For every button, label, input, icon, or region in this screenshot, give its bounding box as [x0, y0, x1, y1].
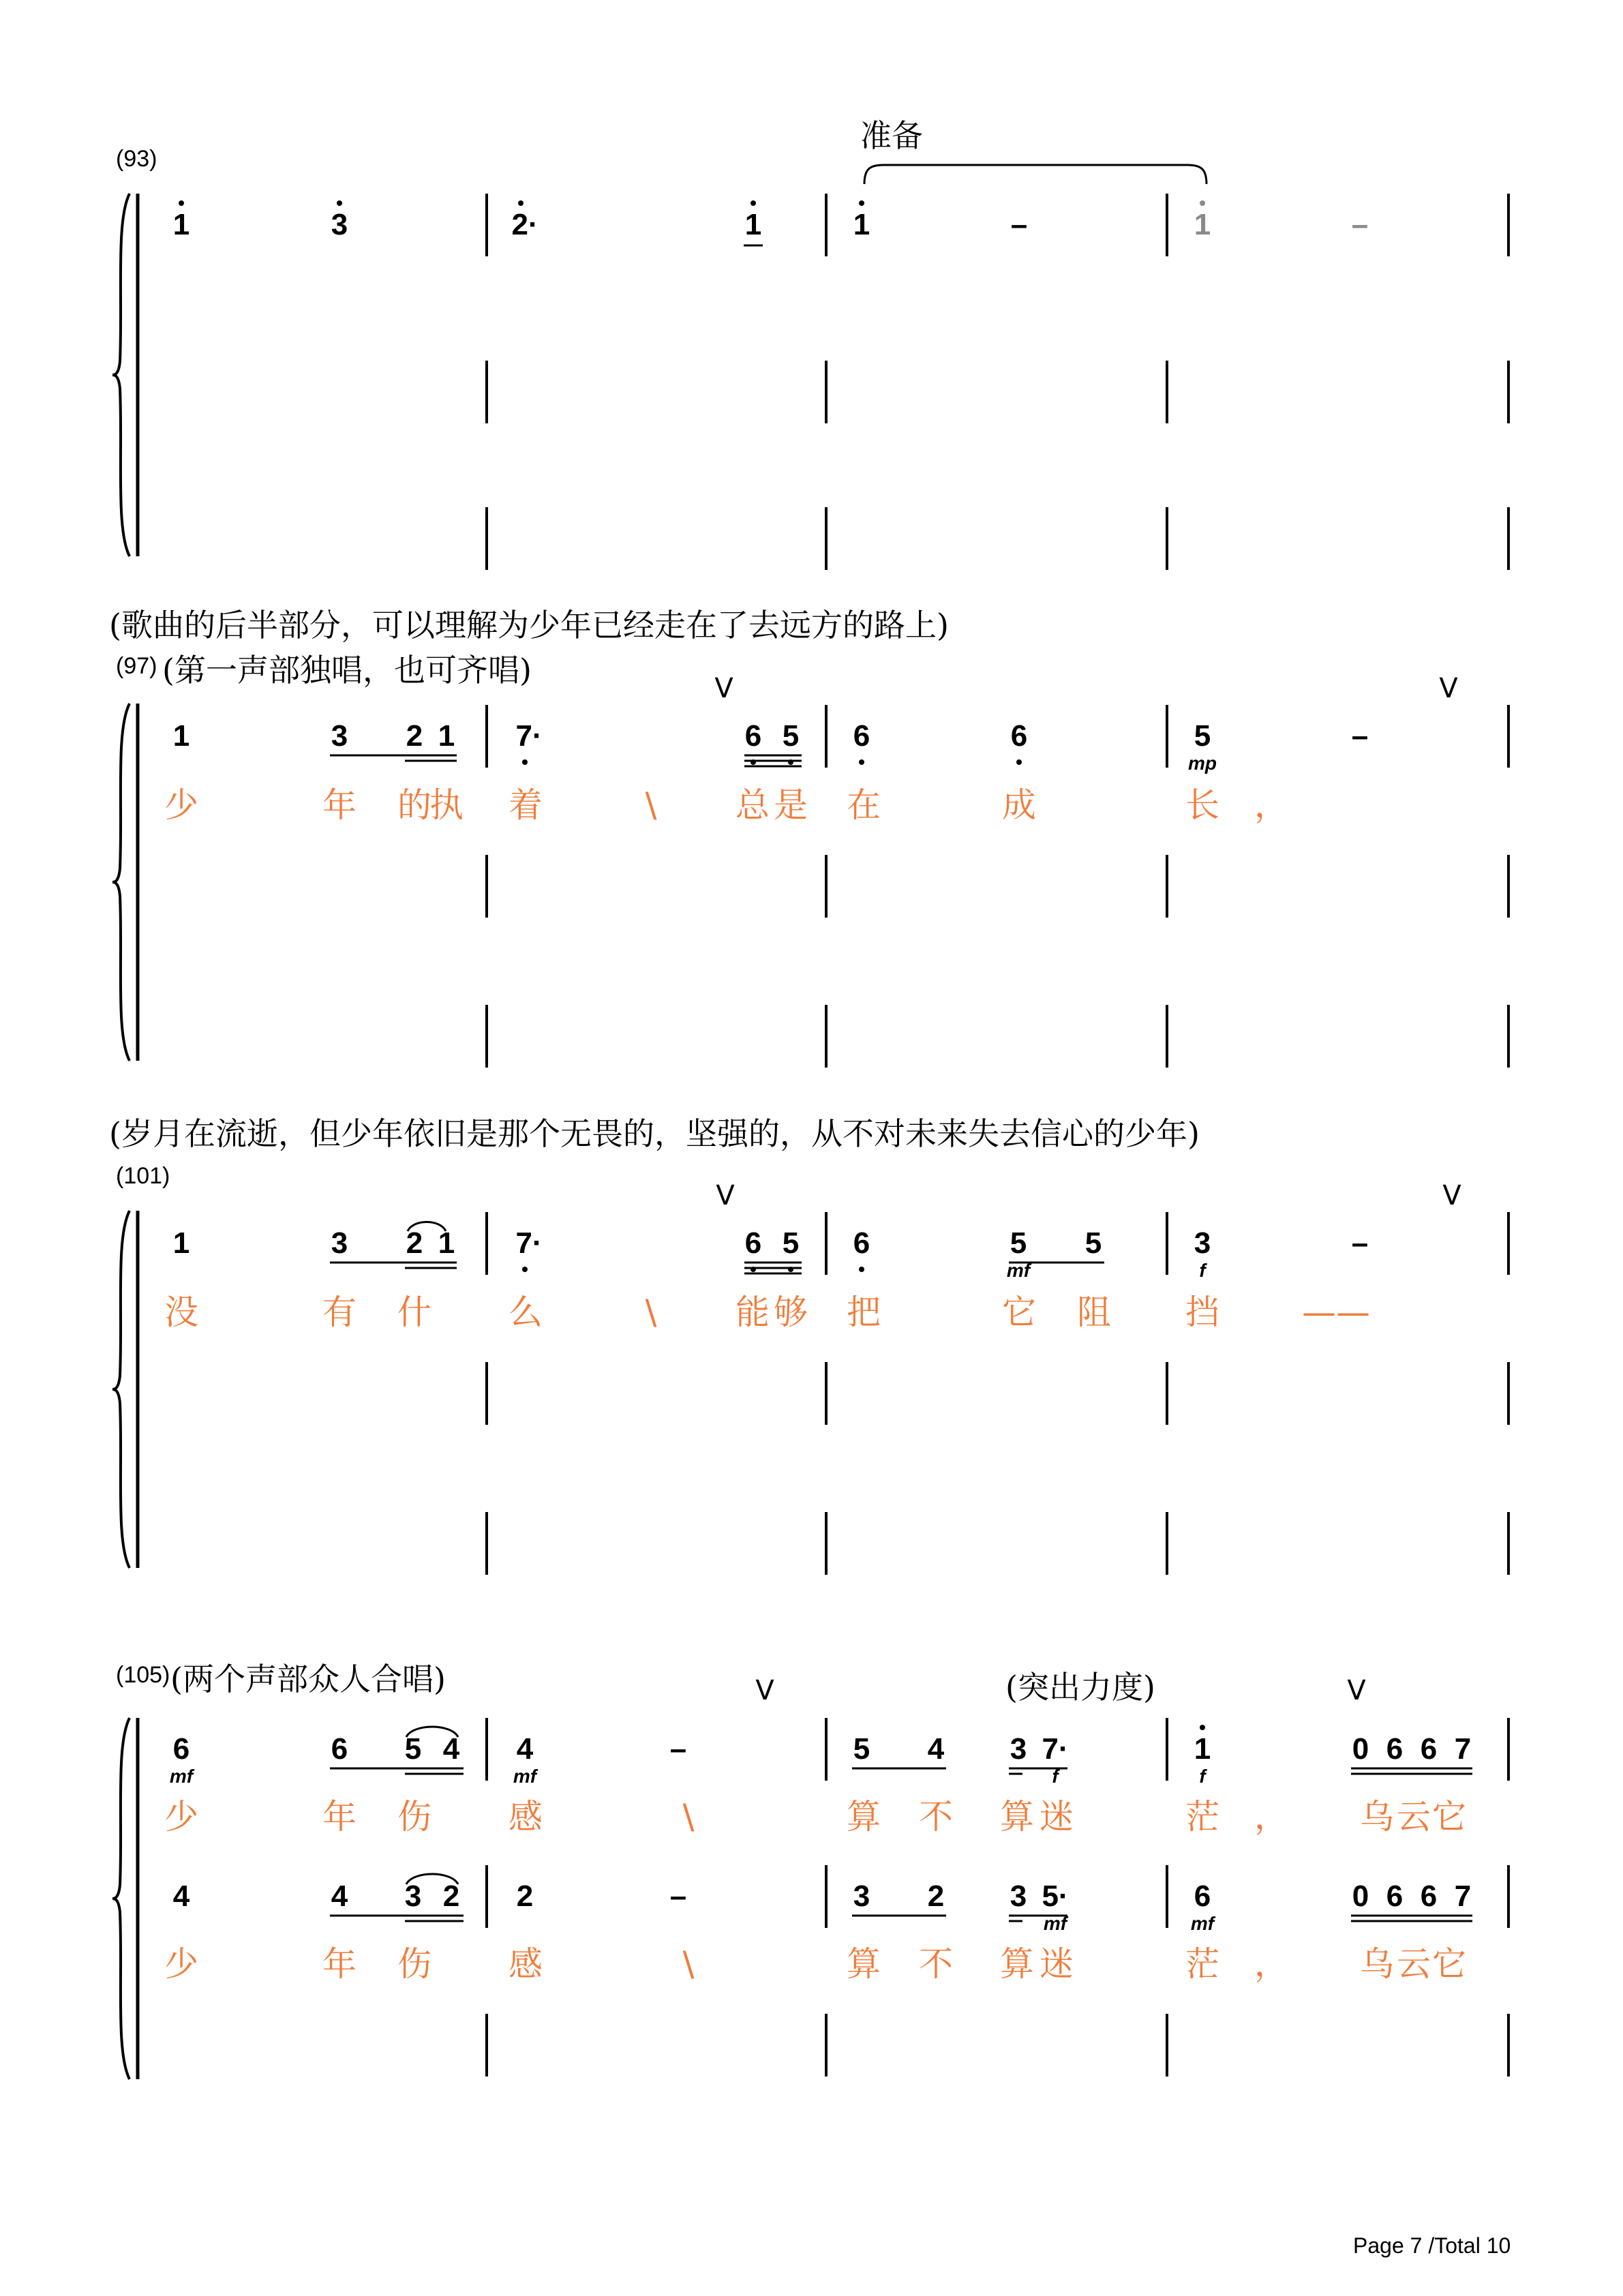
octave-dot-above	[859, 200, 864, 206]
lyric-char: 年	[322, 1797, 357, 1837]
jianpu-note: 7	[1454, 1732, 1472, 1766]
jianpu-note: 3	[1010, 1879, 1027, 1913]
lyric-char: ——	[1302, 1293, 1370, 1332]
lyric-char: ，	[1254, 1944, 1288, 1984]
jianpu-note: 2	[516, 1879, 534, 1913]
jianpu-note: 1	[1194, 208, 1211, 241]
dynamic-mark: mf	[169, 1766, 194, 1787]
lyric-char: 迷	[1040, 1797, 1074, 1837]
lyric-char: \	[682, 1797, 695, 1837]
lyric-char: 少	[164, 1944, 198, 1984]
jianpu-note: 6	[331, 1732, 348, 1766]
jianpu-note: 0	[1352, 1732, 1369, 1766]
dynamic-mark: mf	[1190, 1913, 1215, 1934]
jianpu-note: 4	[331, 1879, 348, 1913]
lyric-char: 感	[509, 1944, 543, 1984]
lyric-char: 年	[322, 785, 357, 825]
lyric-char: 少	[164, 1797, 198, 1837]
breath-mark: V	[1442, 1180, 1461, 1211]
jianpu-note: 5	[782, 1226, 800, 1260]
dynamic-mark: mf	[1006, 1260, 1031, 1281]
section-comment: (突出力度)	[1005, 1669, 1155, 1706]
sustain-dash: –	[1010, 208, 1028, 241]
jianpu-note: 6	[853, 719, 870, 753]
jianpu-note: 4	[927, 1732, 945, 1766]
octave-dot-above	[1200, 200, 1205, 206]
dynamic-mark: f	[1199, 1260, 1206, 1281]
lyric-char: 伤	[397, 1797, 431, 1837]
lyric-char: 么	[509, 1293, 543, 1332]
octave-dot-below	[522, 759, 528, 765]
lyric-char: 阻	[1077, 1293, 1111, 1332]
lyric-char: 执	[429, 785, 464, 825]
lyric-char: 乌	[1360, 1944, 1394, 1984]
jianpu-note: 1	[172, 1226, 190, 1260]
jianpu-note: 7	[1454, 1879, 1472, 1913]
lyric-char: 总	[735, 785, 770, 825]
lyric-char: 是	[774, 785, 808, 825]
dynamic-mark: mf	[1043, 1913, 1067, 1934]
page-footer: Page 7 /Total 10	[1353, 2233, 1511, 2258]
octave-dot-above	[179, 200, 184, 206]
lyric-char: 算	[847, 1797, 881, 1837]
jianpu-note: 6	[744, 719, 762, 753]
lyric-char: 有	[322, 1293, 357, 1332]
preparation-bracket	[864, 165, 1207, 184]
octave-dot-below	[522, 1267, 528, 1272]
jianpu-note: 2	[406, 719, 423, 753]
jianpu-note: 6	[1194, 1879, 1211, 1913]
breath-mark: V	[1439, 673, 1458, 704]
jianpu-note: 4	[442, 1732, 460, 1766]
jianpu-note: 6	[1420, 1732, 1438, 1766]
jianpu-note: 3	[1194, 1226, 1211, 1260]
jianpu-note: 6	[172, 1732, 190, 1766]
jianpu-note: 6	[1386, 1879, 1404, 1913]
dynamic-mark: f	[1052, 1766, 1059, 1787]
section-comment: (第一声部独唱，也可齐唱)	[162, 652, 532, 689]
lyric-char: ，	[1254, 1797, 1288, 1837]
jianpu-note: 5·	[1042, 1879, 1069, 1913]
lyric-char: 乌	[1360, 1797, 1394, 1837]
jianpu-note: 7·	[515, 1226, 543, 1260]
measure-number: (105)	[116, 1662, 170, 1688]
jianpu-note: 1	[438, 719, 455, 753]
jianpu-note: 7·	[515, 719, 543, 753]
jianpu-note: 3	[853, 1879, 870, 1913]
measure-number: (101)	[116, 1163, 170, 1189]
jianpu-note: 5	[1010, 1226, 1027, 1260]
jianpu-note: 4	[516, 1732, 534, 1766]
jianpu-note: 1	[438, 1226, 455, 1260]
jianpu-note: 3	[331, 719, 348, 753]
lyric-char: 挡	[1185, 1293, 1219, 1332]
octave-dot-above	[518, 200, 524, 206]
lyric-char: 在	[847, 785, 881, 825]
lyric-char: 它	[1432, 1797, 1466, 1837]
section-comment: (两个声部众人合唱)	[170, 1661, 446, 1697]
jianpu-note: 7·	[1042, 1732, 1069, 1766]
jianpu-note: 1	[172, 719, 190, 753]
octave-dot-above	[337, 200, 342, 206]
lyric-char: 云	[1397, 1797, 1431, 1837]
lyric-char: \	[645, 785, 657, 825]
jianpu-note: 5	[853, 1732, 870, 1766]
lyric-char: 伤	[397, 1944, 431, 1984]
jianpu-note: 2	[927, 1879, 945, 1913]
lyric-char: \	[645, 1293, 657, 1332]
breath-mark: V	[714, 673, 733, 704]
sustain-dash: –	[1351, 208, 1369, 241]
lyric-char: 长	[1185, 785, 1219, 825]
breath-mark: V	[755, 1675, 774, 1706]
lyric-char: 着	[509, 785, 543, 825]
octave-dot-above	[750, 200, 756, 206]
system-brace	[112, 1211, 130, 1568]
jianpu-note: 0	[1352, 1879, 1369, 1913]
lyric-char: 成	[1002, 785, 1036, 825]
lyric-char: 什	[397, 1293, 431, 1332]
octave-dot-below	[859, 1267, 864, 1272]
lyric-char: 茫	[1185, 1797, 1219, 1837]
lyric-char: 算	[847, 1944, 881, 1984]
sustain-dash: –	[669, 1879, 687, 1913]
jianpu-note: 5	[782, 719, 800, 753]
system-brace	[112, 1718, 130, 2079]
jianpu-note: 6	[744, 1226, 762, 1260]
jianpu-note: 1	[744, 208, 762, 241]
lyric-char: 茫	[1185, 1944, 1219, 1984]
jianpu-note: 3	[1010, 1732, 1027, 1766]
octave-dot-below	[859, 759, 864, 765]
jianpu-note: 6	[1386, 1732, 1404, 1766]
jianpu-note: 6	[1420, 1879, 1438, 1913]
jianpu-note: 5	[404, 1732, 422, 1766]
lyric-char: 算	[1000, 1944, 1034, 1984]
lyric-char: 不	[919, 1797, 953, 1837]
dynamic-mark: mf	[513, 1766, 537, 1787]
lyric-char: 的	[397, 785, 431, 825]
jianpu-note: 2	[406, 1226, 423, 1260]
lyric-char: 年	[322, 1944, 357, 1984]
jianpu-note: 5	[1194, 719, 1211, 753]
breath-mark: V	[1347, 1675, 1366, 1706]
lyric-char: 它	[1432, 1944, 1466, 1984]
jianpu-note: 4	[172, 1879, 190, 1913]
jianpu-note: 3	[331, 1226, 348, 1260]
system-brace	[112, 194, 130, 556]
jianpu-note: 6	[1010, 719, 1028, 753]
sustain-dash: –	[1351, 1226, 1369, 1260]
jianpu-note: 1	[853, 208, 870, 241]
dynamic-mark: f	[1199, 1766, 1206, 1787]
jianpu-note: 6	[853, 1226, 870, 1260]
bracket-label: 准备	[860, 117, 923, 154]
measure-number: (97)	[116, 653, 157, 679]
lyric-char: 少	[164, 785, 198, 825]
lyric-char: 没	[164, 1293, 198, 1332]
section-comment: (歌曲的后半部分，可以理解为少年已经走在了去远方的路上)	[109, 607, 949, 644]
lyric-char: \	[682, 1944, 695, 1984]
lyric-char: 不	[919, 1944, 953, 1984]
lyric-char: 把	[847, 1293, 881, 1332]
sustain-dash: –	[669, 1732, 687, 1766]
octave-dot-below	[1016, 759, 1022, 765]
jianpu-note: 1	[1194, 1732, 1211, 1766]
sustain-dash: –	[1351, 719, 1369, 753]
jianpu-note: 2	[442, 1879, 460, 1913]
jianpu-note: 5	[1084, 1226, 1102, 1260]
system-brace	[112, 704, 130, 1061]
lyric-char: ，	[1254, 785, 1288, 825]
breath-mark: V	[716, 1180, 735, 1211]
lyric-char: 它	[1002, 1293, 1036, 1332]
lyric-char: 迷	[1040, 1944, 1074, 1984]
octave-dot-above	[1200, 1725, 1205, 1730]
lyric-char: 能	[735, 1293, 770, 1332]
lyric-char: 云	[1397, 1944, 1431, 1984]
lyric-char: 感	[509, 1797, 543, 1837]
measure-number: (93)	[116, 146, 157, 172]
jianpu-note: 3	[404, 1879, 422, 1913]
jianpu-note: 2·	[511, 208, 539, 241]
section-comment: (岁月在流逝，但少年依旧是那个无畏的，坚强的，从不对未来失去信心的少年)	[109, 1115, 1200, 1152]
lyric-char: 算	[1000, 1797, 1034, 1837]
jianpu-note: 1	[172, 208, 190, 241]
dynamic-mark: mp	[1188, 753, 1217, 774]
lyric-char: 够	[774, 1293, 808, 1332]
jianpu-note: 3	[331, 208, 348, 241]
